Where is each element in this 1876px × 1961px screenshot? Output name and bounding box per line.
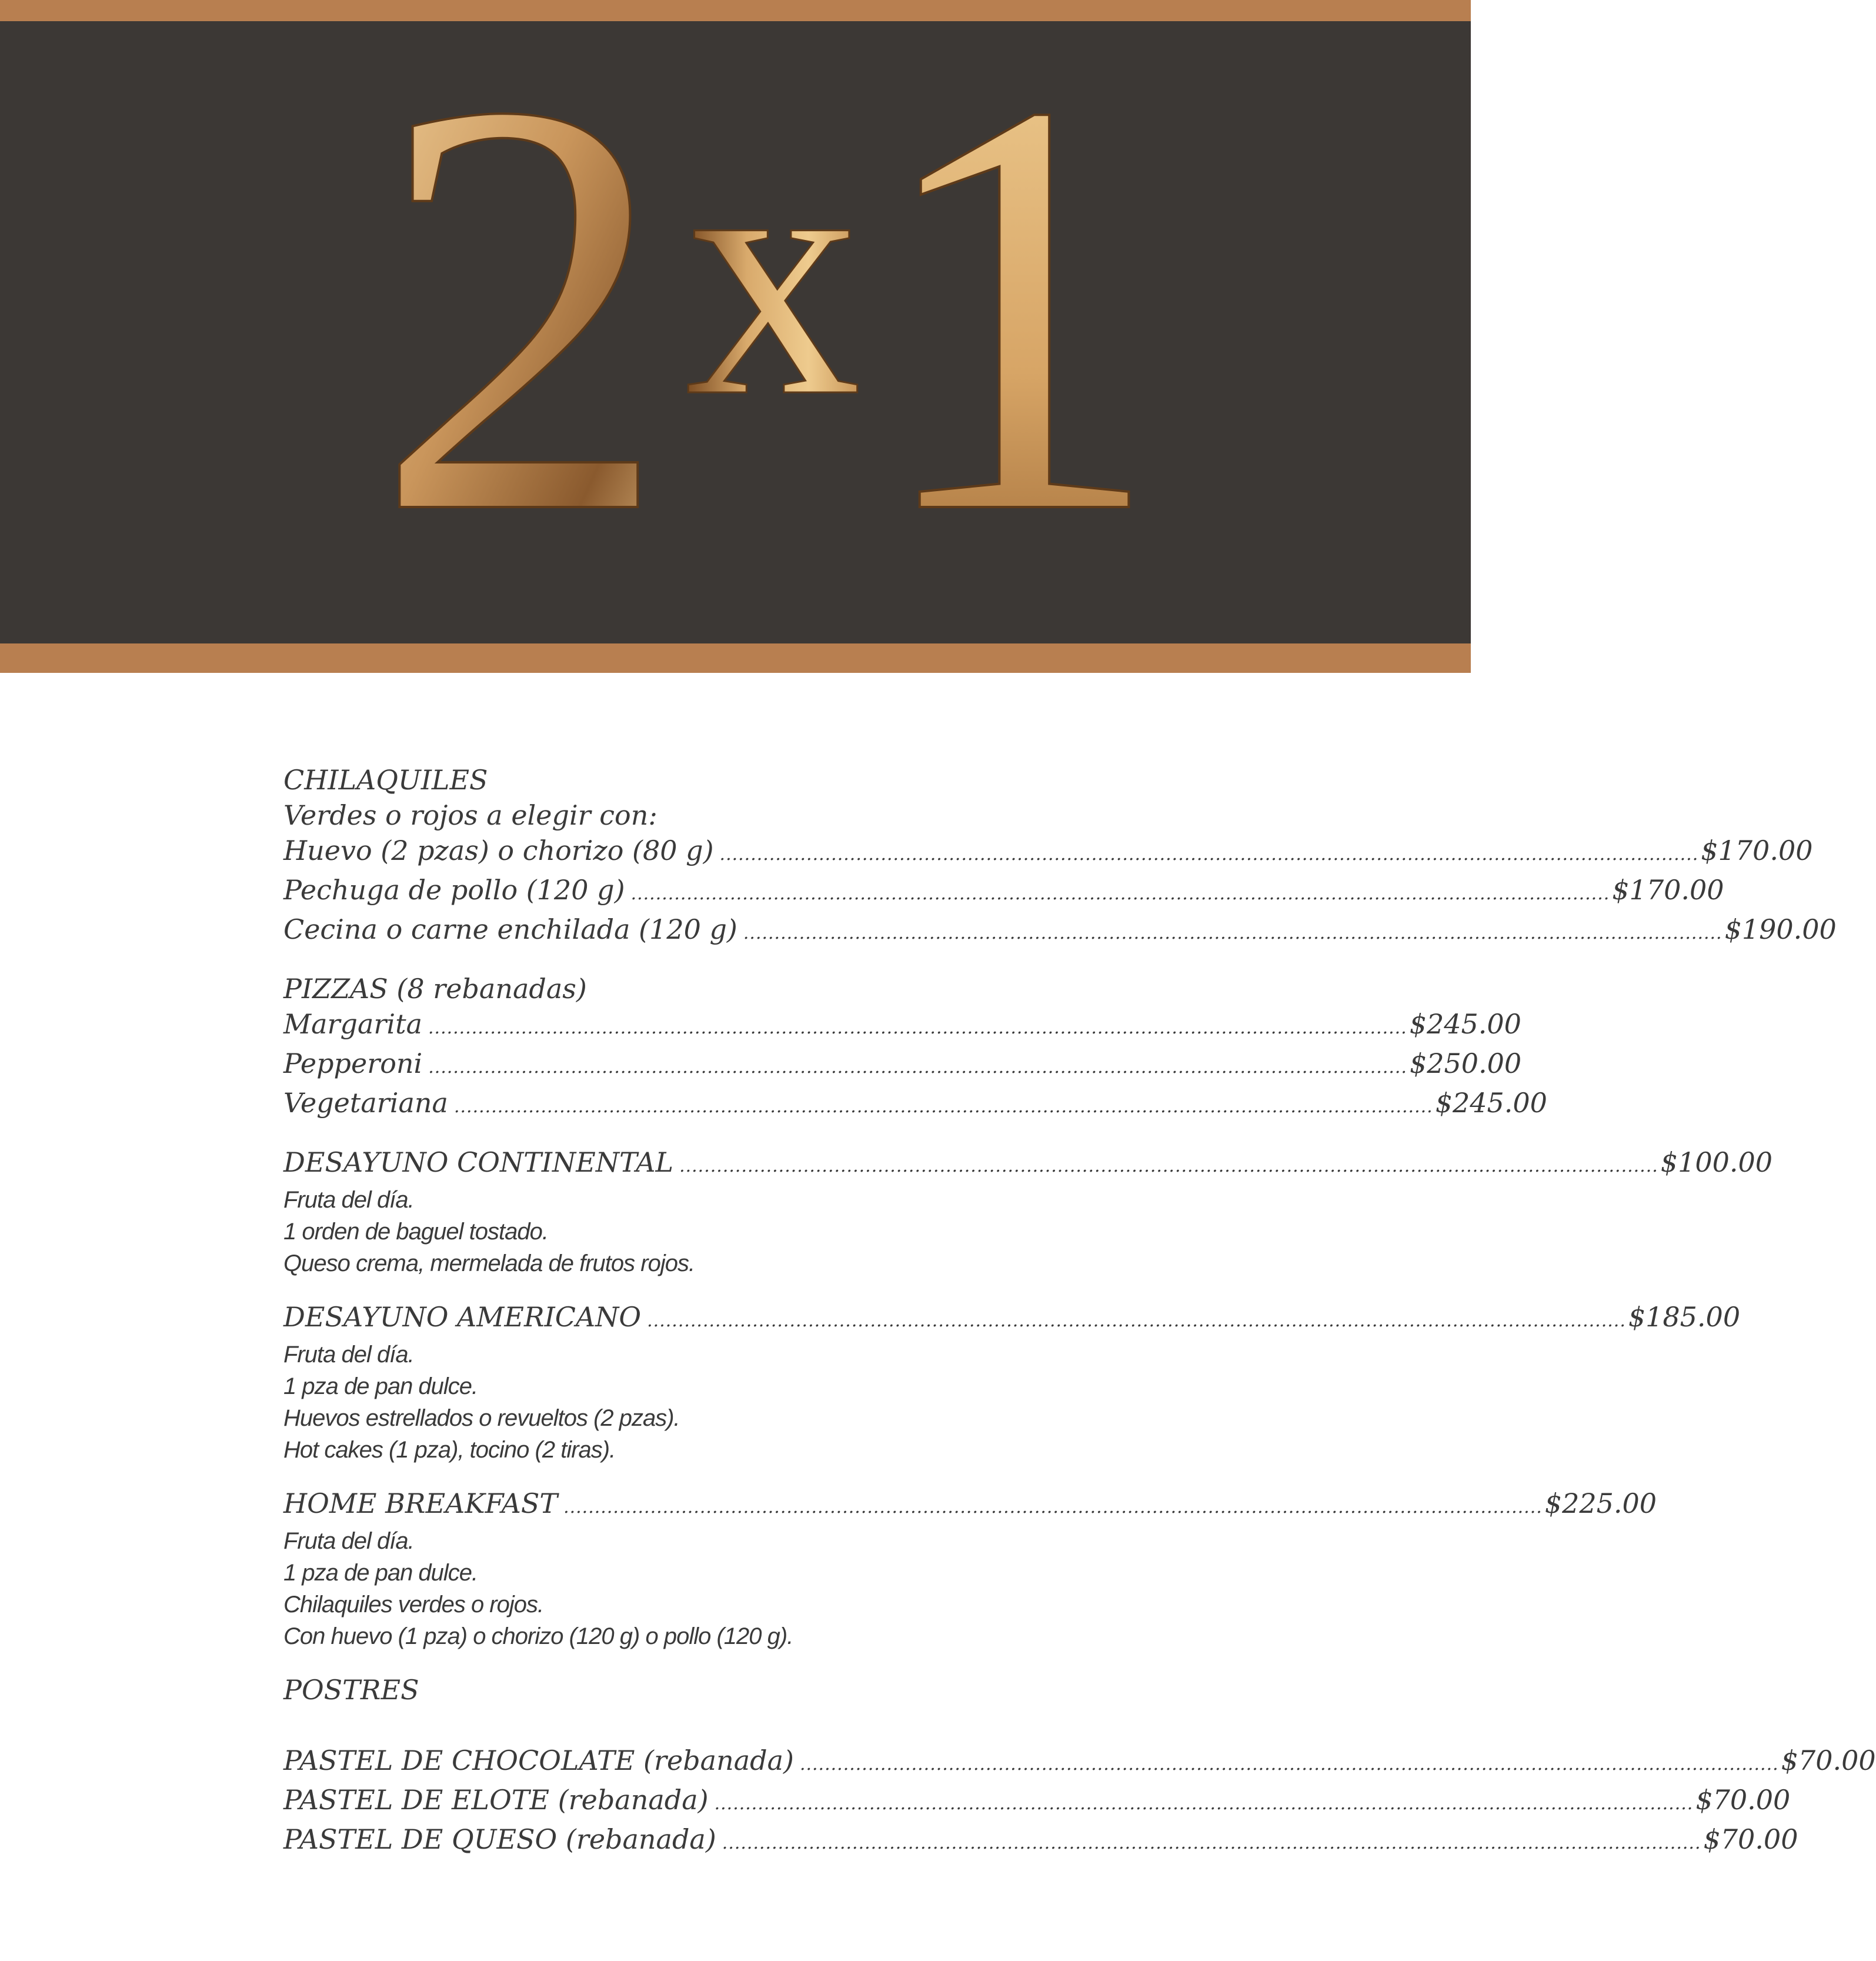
item-price: $170.00 — [1701, 835, 1813, 866]
item-price: $170.00 — [1612, 874, 1724, 906]
item-description-line: 1 orden de baguel tostado. — [283, 1219, 548, 1245]
item-description-line: 1 pza de pan dulce. — [283, 1560, 478, 1586]
item-price: $70.00 — [1695, 1784, 1791, 1816]
item-name: HOME BREAKFAST — [283, 1488, 558, 1519]
menu-item — [283, 872, 1724, 912]
section-home-breakfast — [283, 1486, 1657, 1652]
leader-dots: .............................................................................................................................................................. — [799, 1754, 1779, 1775]
leader-dots: .............................................................................................................................................................. — [679, 1156, 1658, 1176]
leader-dots: .............................................................................................................................................................. — [563, 1497, 1543, 1518]
item-price: $225.00 — [1544, 1488, 1657, 1519]
menu-item — [283, 912, 1837, 951]
item-name: PASTEL DE ELOTE (rebanada) — [283, 1784, 709, 1816]
item-description-line: Con huevo (1 pza) o chorizo (120 g) o pollo (120 g). — [283, 1623, 793, 1649]
leader-dots: .............................................................................................................................................................. — [722, 1833, 1701, 1853]
item-description-line: 1 pza de pan dulce. — [283, 1373, 478, 1399]
leader-dots: .............................................................................................................................................................. — [428, 1018, 1407, 1038]
promo-digit-two: 2 — [373, 0, 670, 636]
item-description-line: Chilaquiles verdes o rojos. — [283, 1592, 544, 1618]
item-price: $250.00 — [1409, 1048, 1522, 1079]
item-description-line: Queso crema, mermelada de frutos rojos. — [283, 1250, 695, 1276]
leader-dots: .............................................................................................................................................................. — [428, 1057, 1407, 1078]
menu-item — [283, 1822, 1798, 1861]
section-subtitle: Verdes o rojos a elegir con: — [283, 799, 657, 831]
leader-dots: .............................................................................................................................................................. — [714, 1793, 1694, 1814]
leader-dots: .............................................................................................................................................................. — [743, 923, 1723, 943]
menu-item — [283, 1085, 1547, 1125]
item-name: Huevo (2 pzas) o chorizo (80 g) — [283, 835, 714, 866]
item-description-line: Fruta del día. — [283, 1187, 414, 1213]
item-price: $70.00 — [1703, 1823, 1798, 1855]
leader-dots: .............................................................................................................................................................. — [453, 1096, 1433, 1117]
leader-dots: .............................................................................................................................................................. — [647, 1310, 1626, 1331]
item-price: $70.00 — [1781, 1745, 1876, 1776]
section-spacer — [283, 1707, 1083, 1743]
item-price: $100.00 — [1660, 1146, 1773, 1178]
item-name: Pechuga de pollo (120 g) — [283, 874, 625, 906]
section-postres — [283, 1672, 1876, 1861]
menu — [283, 762, 1876, 1861]
leader-dots: .............................................................................................................................................................. — [719, 844, 1699, 865]
menu-item — [283, 1743, 1876, 1782]
item-name: DESAYUNO CONTINENTAL — [283, 1146, 674, 1178]
section-continental — [283, 1145, 1773, 1279]
section-pizzas — [283, 971, 1547, 1125]
item-name: Pepperoni — [283, 1048, 423, 1079]
section-title: POSTRES — [283, 1674, 419, 1706]
promo-2x1-graphic — [0, 0, 1471, 673]
section-title: PIZZAS (8 rebanadas) — [283, 973, 587, 1005]
section-americano — [283, 1299, 1741, 1466]
menu-item — [283, 1006, 1521, 1046]
item-name: PASTEL DE QUESO (rebanada) — [283, 1823, 716, 1855]
leader-dots: .............................................................................................................................................................. — [630, 883, 1610, 904]
menu-item — [283, 1486, 1657, 1525]
item-name: Vegetariana — [283, 1087, 448, 1119]
item-description-line: Fruta del día. — [283, 1528, 414, 1554]
menu-item — [283, 1299, 1741, 1339]
menu-item — [283, 1145, 1773, 1184]
menu-item — [283, 833, 1813, 872]
item-name: Cecina o carne enchilada (120 g) — [283, 913, 737, 945]
item-price: $245.00 — [1409, 1008, 1521, 1040]
item-description-line: Huevos estrellados o revueltos (2 pzas). — [283, 1405, 680, 1431]
item-price: $185.00 — [1628, 1301, 1741, 1333]
item-name: DESAYUNO AMERICANO — [283, 1301, 642, 1333]
item-name: PASTEL DE CHOCOLATE (rebanada) — [283, 1745, 794, 1776]
menu-item — [283, 1046, 1522, 1085]
item-description-line: Hot cakes (1 pza), tocino (2 tiras). — [283, 1437, 616, 1463]
section-title: CHILAQUILES — [283, 764, 488, 796]
item-description-line: Fruta del día. — [283, 1342, 414, 1368]
menu-item — [283, 1782, 1791, 1822]
item-price: $190.00 — [1724, 913, 1837, 945]
promo-letter-x: x — [685, 78, 862, 469]
item-name: Margarita — [283, 1008, 422, 1040]
section-chilaquiles — [283, 762, 1837, 951]
promo-digit-one: 1 — [867, 0, 1164, 636]
item-price: $245.00 — [1435, 1087, 1547, 1119]
